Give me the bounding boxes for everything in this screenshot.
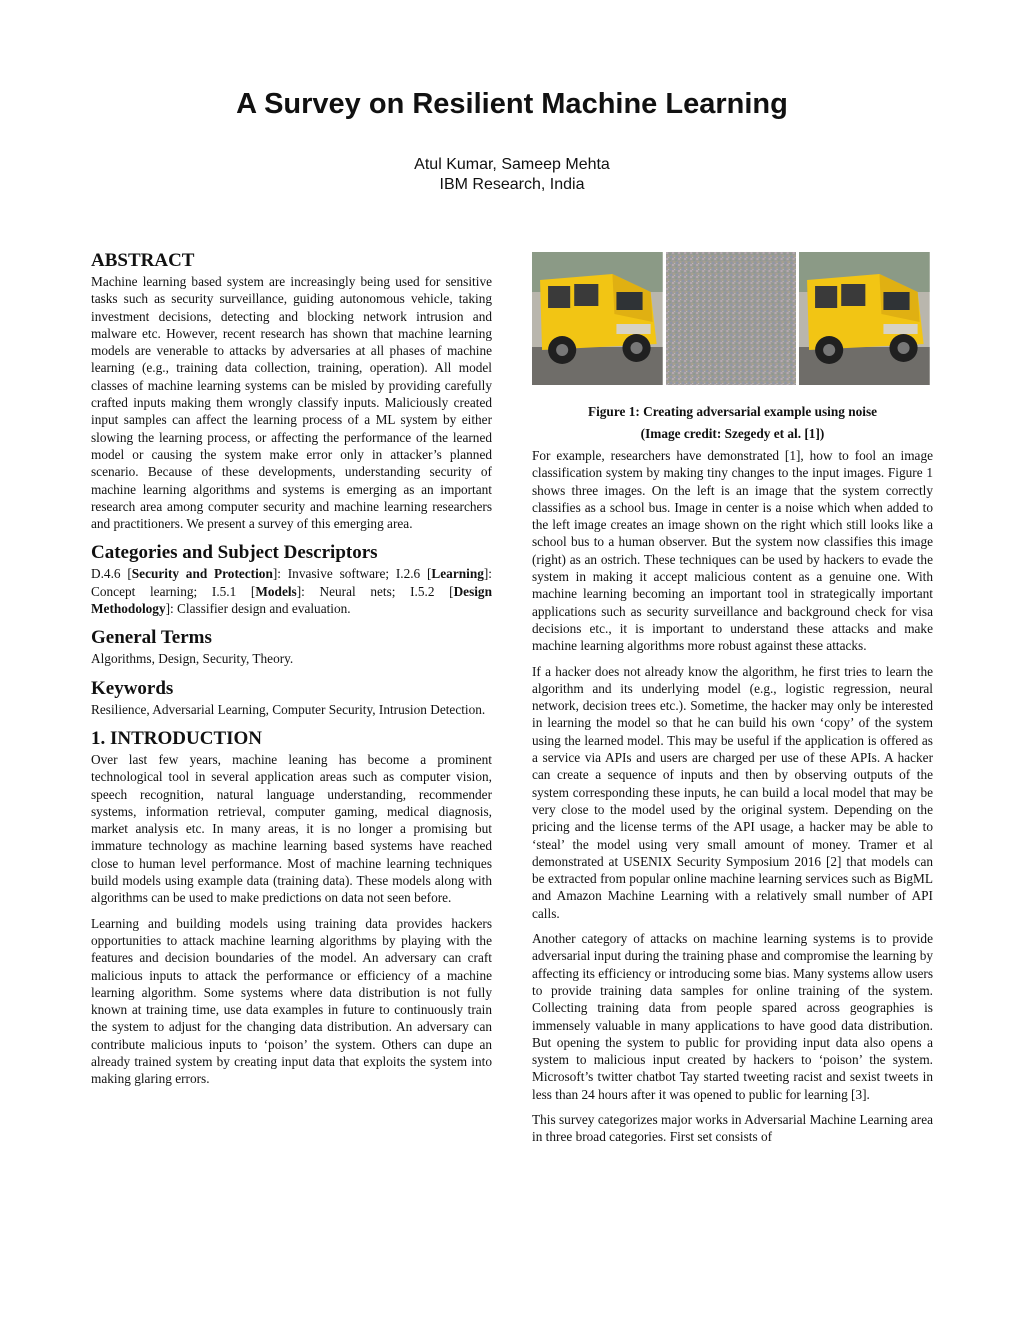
categories-heading: Categories and Subject Descriptors — [91, 542, 378, 564]
abstract-text: Machine learning based system are increasingly being used for sensitive tasks such as security surveillance, guiding autonomous vehicle, taking investment decisions, detecting and blocking network intrusion and malware etc. However, recent research has shown that machine learning models are venerable to attacks by adversaries at all phases of machine learning (e.g., training data collection, training, operation). All model classes of machine learning systems can be misled by providing carefully crafted inputs making them wrongly classify inputs. Maliciously created input samples can affect the learning process of a ML system by either slowing the learning process, or affecting the performance of the learned model or causing the system make error only in attacker’s planned scenario. Because of these developments, understanding security of machine learning algorithms and systems is emerging as an important research area among computer security and machine learning researchers and practitioners. We present a survey of this emerging area. — [91, 274, 492, 532]
right-paragraph-2: If a hacker does not already know the algorithm, he first tries to learn the algorithm and its underlying model (e.g., logistic regression, neural network, decision trees etc.). Sometime, the hacker may only be interested in learning the model so that he can build his own ‘copy’ of the system using the learned model. This may be useful if the application is offered as a service via APIs and users are charged per use of these APIs. A hacker can create a sequence of inputs and then by observing outputs of the system corresponding these inputs, he can build a local model that may be very close to the model used by the original system. Depending on the pricing and the license terms of the API usage, a hacker may be able to ‘steal’ the model using very small amount of money. Tramer et al demonstrated at USENIX Security Symposium 2016 [2] that models can be extracted from popular online machine learning services such as BigML and Amazon Machine Learning with a relatively small number of API calls. — [532, 663, 933, 921]
author-names: Atul Kumar, Sameep Mehta — [414, 156, 610, 173]
figure-1 — [532, 252, 930, 385]
adversarial-noise-image — [666, 252, 797, 385]
introduction-heading: 1. INTRODUCTION — [91, 727, 263, 749]
general-terms-text: Algorithms, Design, Security, Theory. — [91, 651, 294, 667]
keywords-heading: Keywords — [91, 677, 174, 699]
paper-title: A Survey on Resilient Machine Learning — [236, 88, 788, 120]
left-column — [91, 250, 492, 1096]
introduction-paragraph-2: Learning and building models using training data provides hackers opportunities to attack machine learning algorithms by playing with the features and decision boundaries of the model. An adversary can craft malicious inputs to attack the performance or efficiency of a machine learning algorithm. Some systems where data distribution is not fully known at training time, use data examples in future to continuously train the system to adjust for the changing data distribution. An adversary can contribute malicious inputs to ‘poison’ the system. Others can dupe an already trained system by creating input data that exploits the system into making glaring errors. — [91, 915, 492, 1087]
author-affiliation: IBM Research, India — [439, 176, 585, 193]
figure-caption: Figure 1: Creating adversarial example using noise — [587, 404, 878, 419]
abstract-heading: ABSTRACT — [91, 250, 195, 271]
keywords-text: Resilience, Adversarial Learning, Computer Security, Intrusion Detection. — [91, 701, 486, 717]
introduction-paragraph-1: Over last few years, machine leaning has become a prominent technological tool in several application areas such as computer vision, speech recognition, natural language understanding, recommender systems, information retrieval, computer gaming, medical diagnosis, market analysis etc. In many areas, it is no longer a promising but immature technology as machine learning based systems have reached close to human level performance. Most of machine learning techniques build models using example data (training data). These models along with algorithms can be used to make predictions on data not seen before. — [91, 751, 492, 906]
right-paragraph-3: Another category of attacks on machine learning systems is to provide adversarial input during the training phase and compromise the learning by affecting its efficiency or introducing some bias. Many systems allow users to provide training data samples for online training of the system. Collecting training data from people spared across geographies is immensely valuable in many applications to have good data distribution. But opening the system to public for providing input data also opens a system to malicious input created by hackers to ‘poison’ the system. Microsoft’s twitter chatbot Tay started tweeting racist and sexist tweets in less than 24 hours after it was opened to public for learning [3]. — [532, 931, 933, 1102]
right-column — [532, 252, 933, 1154]
right-paragraph-1: For example, researchers have demonstrated [1], how to fool an image classification system by making tiny changes to the input images. Figure 1 shows three images. On the left is an image that the system correctly classifies as a school bus. Image in center is a noise which when added to the left image creates an image shown on the right which still looks like a school bus to a human observer. But the system now classifies this image (right) as an ostrich. These techniques can be used by hackers to evade the system in making it accept malicious content as a genuine one. With machine learning becoming an important tool in strategically important applications such as security surveillance and background check for visa decisions etc., it is important to understand these attacks and make machine learning algorithms more robust against these attacks. — [532, 448, 933, 654]
author-block — [0, 155, 1024, 195]
categories-text: D.4.6 [Security and Protection]: Invasive software; I.2.6 [Learning]: Concept learning; I.5.1 [Models]: Neural nets; I.5.2 [Design Methodology]: Classifier design and evaluation. — [91, 566, 492, 617]
figure-credit: (Image credit: Szegedy et al. [1]) — [640, 426, 825, 441]
school-bus-image-original — [532, 252, 663, 385]
general-terms-heading: General Terms — [91, 627, 212, 649]
school-bus-image-adversarial — [799, 252, 930, 385]
right-paragraph-4: This survey categorizes major works in Adversarial Machine Learning area in three broad categories. First set consists of — [532, 1111, 933, 1145]
